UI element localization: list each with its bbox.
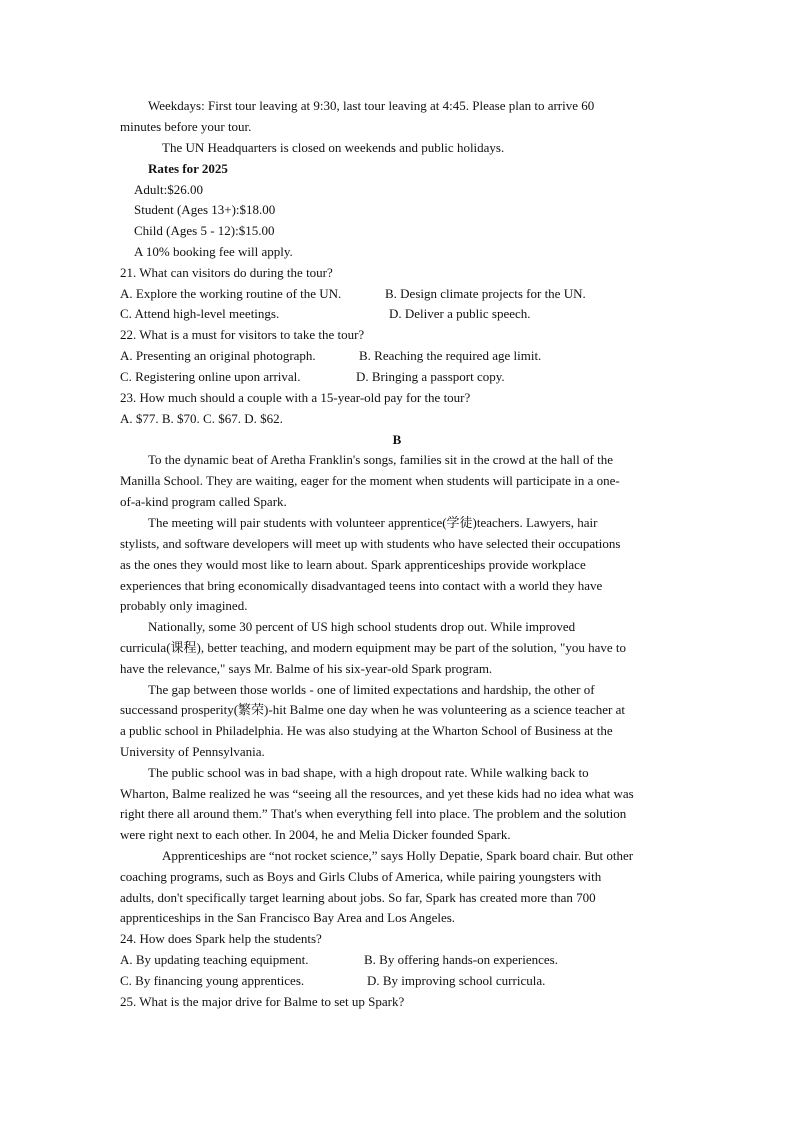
passage-b-p1-line-3: of-a-kind program called Spark. (120, 494, 287, 509)
passage-b-p4-line-4: University of Pennsylvania. (120, 744, 265, 759)
question-22-option-b: B. Reaching the required age limit. (359, 348, 542, 363)
passage-b-p1-line-1: To the dynamic beat of Aretha Franklin's songs, families sit in the crowd at the hall of the (148, 452, 613, 467)
passage-b-p2-line-5: probably only imagined. (120, 598, 248, 613)
passage-b-p2-line-3: as the ones they would most like to learn about. Spark apprenticeships provide workplace (120, 557, 586, 572)
question-22: 22. What is a must for visitors to take the tour? (120, 327, 365, 342)
rate-student: Student (Ages 13+):$18.00 (134, 202, 276, 217)
question-23-options: A. $77. B. $70. C. $67. D. $62. (120, 411, 283, 426)
question-24-option-b: B. By offering hands-on experiences. (364, 952, 558, 967)
passage-b-p5-line-4: were right next to each other. In 2004, he and Melia Dicker founded Spark. (120, 827, 511, 842)
rate-adult: Adult:$26.00 (134, 182, 203, 197)
passage-b-p6-line-2: coaching programs, such as Boys and Girls Clubs of America, while pairing youngsters with (120, 869, 602, 884)
passage-b-p4-line-3: a public school in Philadelphia. He was also studying at the Wharton School of Business at the (120, 723, 613, 738)
passage-b-p2-line-2: stylists, and software developers will meet up with students who have selected their occupations (120, 536, 621, 551)
question-24-option-c: C. By financing young apprentices. (120, 973, 305, 988)
question-22-option-c: C. Registering online upon arrival. (120, 369, 301, 384)
question-22-option-a: A. Presenting an original photograph. (120, 348, 316, 363)
question-24-option-d: D. By improving school curricula. (367, 973, 546, 988)
weekdays-text-line-1: Weekdays: First tour leaving at 9:30, last tour leaving at 4:45. Please plan to arrive 60 (148, 98, 595, 113)
question-21-option-a: A. Explore the working routine of the UN. (120, 286, 342, 301)
question-21: 21. What can visitors do during the tour? (120, 265, 333, 280)
question-24: 24. How does Spark help the students? (120, 931, 322, 946)
question-25: 25. What is the major drive for Balme to set up Spark? (120, 994, 405, 1009)
closed-notice: The UN Headquarters is closed on weekends and public holidays. (162, 140, 505, 155)
passage-b-p6-line-4: apprenticeships in the San Francisco Bay Area and Los Angeles. (120, 910, 456, 925)
section-b-label: B (392, 432, 402, 447)
passage-b-p3-line-1: Nationally, some 30 percent of US high school students drop out. While improved (148, 619, 576, 634)
question-21-option-d: D. Deliver a public speech. (389, 306, 531, 321)
passage-b-p4-line-1: The gap between those worlds - one of limited expectations and hardship, the other of (148, 682, 595, 697)
passage-b-p2-line-4: experiences that bring economically disadvantaged teens into contact with a world they have (120, 578, 603, 593)
passage-b-p4-line-2: successand prosperity(繁荣)-hit Balme one day when he was volunteering as a science teacher at (120, 702, 626, 717)
question-23: 23. How much should a couple with a 15-year-old pay for the tour? (120, 390, 471, 405)
passage-b-p3-line-3: have the relevance," says Mr. Balme of his six-year-old Spark program. (120, 661, 493, 676)
passage-b-p5-line-3: right there all around them.” That's when everything fell into place. The problem and the solution (120, 806, 627, 821)
passage-b-p6-line-1: Apprenticeships are “not rocket science,” says Holly Depatie, Spark board chair. But other (162, 848, 634, 863)
passage-b-p5-line-1: The public school was in bad shape, with a high dropout rate. While walking back to (148, 765, 589, 780)
question-24-option-a: A. By updating teaching equipment. (120, 952, 309, 967)
passage-b-p5-line-2: Wharton, Balme realized he was “seeing all the resources, and yet these kids had no idea what was (120, 786, 634, 801)
weekdays-text-line-2: minutes before your tour. (120, 119, 252, 134)
passage-b-p2-line-1: The meeting will pair students with volunteer apprentice(学徒)teachers. Lawyers, hair (148, 515, 598, 530)
passage-b-p6-line-3: adults, don't specifically target learning about jobs. So far, Spark has created more than 700 (120, 890, 596, 905)
booking-fee-note: A 10% booking fee will apply. (134, 244, 293, 259)
question-22-option-d: D. Bringing a passport copy. (356, 369, 505, 384)
passage-b-p3-line-2: curricula(课程), better teaching, and modern equipment may be part of the solution, "you have to (120, 640, 627, 655)
question-21-option-b: B. Design climate projects for the UN. (385, 286, 586, 301)
passage-b-p1-line-2: Manilla School. They are waiting, eager for the moment when students will participate in a one- (120, 473, 620, 488)
rate-child: Child (Ages 5 - 12):$15.00 (134, 223, 275, 238)
rates-heading: Rates for 2025 (148, 161, 228, 176)
question-21-option-c: C. Attend high-level meetings. (120, 306, 280, 321)
